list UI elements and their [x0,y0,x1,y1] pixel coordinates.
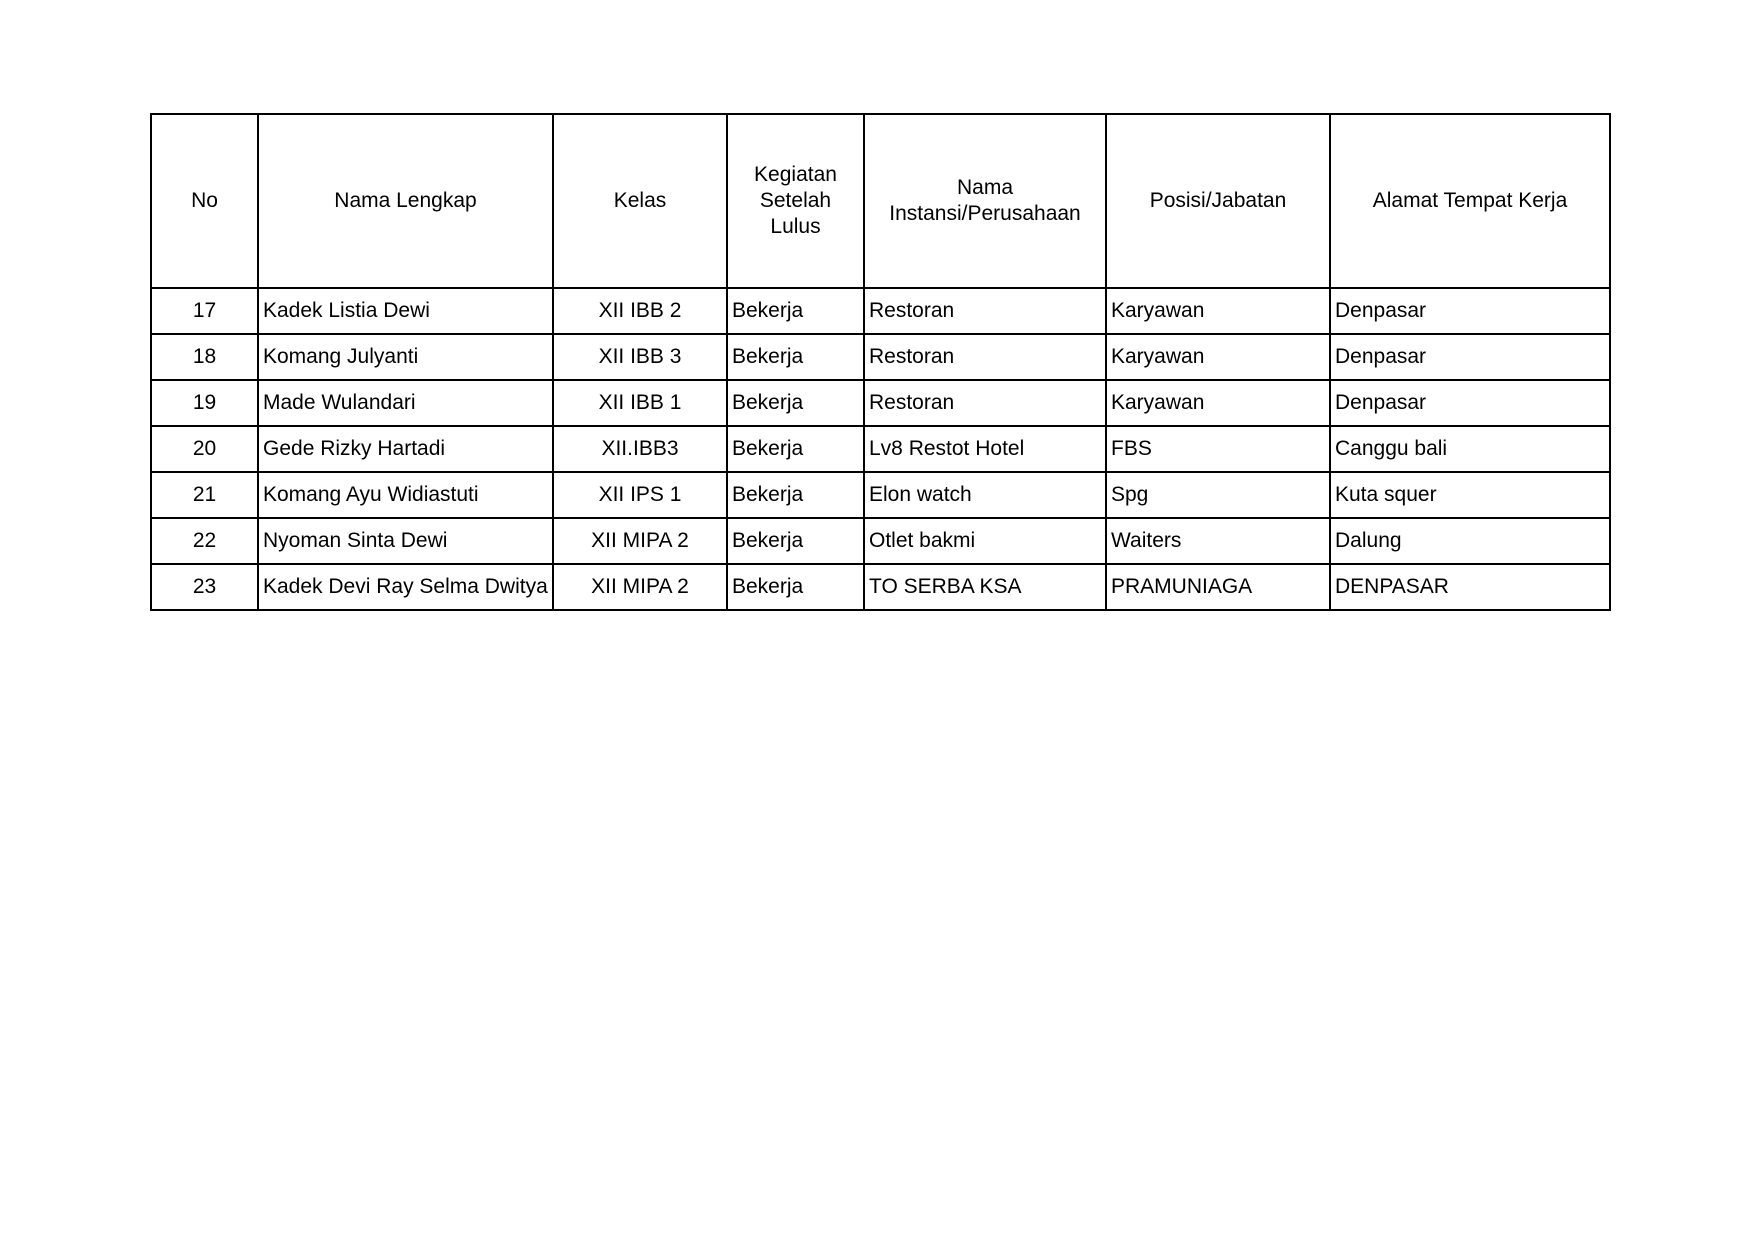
cell-instansi: Restoran [864,334,1106,380]
cell-nama-lengkap: Kadek Listia Dewi [258,288,553,334]
cell-instansi: Otlet bakmi [864,518,1106,564]
table-row [151,564,1610,610]
header-kelas: Kelas [553,114,727,288]
header-alamat-tempat-kerja: Alamat Tempat Kerja [1330,114,1610,288]
cell-kelas: XII IPS 1 [553,472,727,518]
cell-kegiatan: Bekerja [727,518,864,564]
table-row [151,426,1610,472]
cell-nama-lengkap: Made Wulandari [258,380,553,426]
header-nama-instansi: Nama Instansi/Perusahaan [864,114,1106,288]
table-row [151,380,1610,426]
cell-instansi: Restoran [864,380,1106,426]
cell-posisi: Karyawan [1106,380,1330,426]
cell-nama-lengkap: Komang Julyanti [258,334,553,380]
alumni-table [150,113,1611,611]
table-row [151,518,1610,564]
cell-kelas: XII.IBB3 [553,426,727,472]
cell-instansi: Lv8 Restot Hotel [864,426,1106,472]
cell-kegiatan: Bekerja [727,472,864,518]
cell-posisi: FBS [1106,426,1330,472]
cell-kelas: XII IBB 2 [553,288,727,334]
cell-no: 18 [151,334,258,380]
cell-alamat: Denpasar [1330,334,1610,380]
cell-kegiatan: Bekerja [727,564,864,610]
header-row [151,114,1610,288]
cell-instansi: TO SERBA KSA [864,564,1106,610]
cell-no: 19 [151,380,258,426]
cell-no: 20 [151,426,258,472]
cell-nama-lengkap: Gede Rizky Hartadi [258,426,553,472]
header-no: No [151,114,258,288]
cell-nama-lengkap: Nyoman Sinta Dewi [258,518,553,564]
cell-nama-lengkap: Kadek Devi Ray Selma Dwitya [258,564,553,610]
cell-posisi: PRAMUNIAGA [1106,564,1330,610]
table-row [151,288,1610,334]
cell-alamat: Denpasar [1330,288,1610,334]
cell-kelas: XII IBB 1 [553,380,727,426]
cell-alamat: Dalung [1330,518,1610,564]
cell-alamat: Denpasar [1330,380,1610,426]
header-posisi-jabatan: Posisi/Jabatan [1106,114,1330,288]
cell-alamat: DENPASAR [1330,564,1610,610]
header-nama-lengkap: Nama Lengkap [258,114,553,288]
cell-no: 23 [151,564,258,610]
cell-kelas: XII MIPA 2 [553,564,727,610]
cell-kelas: XII MIPA 2 [553,518,727,564]
cell-kegiatan: Bekerja [727,426,864,472]
cell-kegiatan: Bekerja [727,288,864,334]
cell-posisi: Waiters [1106,518,1330,564]
cell-nama-lengkap: Komang Ayu Widiastuti [258,472,553,518]
cell-instansi: Elon watch [864,472,1106,518]
cell-kelas: XII IBB 3 [553,334,727,380]
cell-posisi: Karyawan [1106,288,1330,334]
cell-instansi: Restoran [864,288,1106,334]
table-row [151,334,1610,380]
cell-posisi: Spg [1106,472,1330,518]
cell-posisi: Karyawan [1106,334,1330,380]
cell-alamat: Canggu bali [1330,426,1610,472]
table-row [151,472,1610,518]
header-kegiatan-setelah-lulus: Kegiatan Setelah Lulus [727,114,864,288]
alumni-table-container [150,113,1611,611]
cell-kegiatan: Bekerja [727,380,864,426]
cell-alamat: Kuta squer [1330,472,1610,518]
cell-kegiatan: Bekerja [727,334,864,380]
cell-no: 22 [151,518,258,564]
cell-no: 17 [151,288,258,334]
cell-no: 21 [151,472,258,518]
